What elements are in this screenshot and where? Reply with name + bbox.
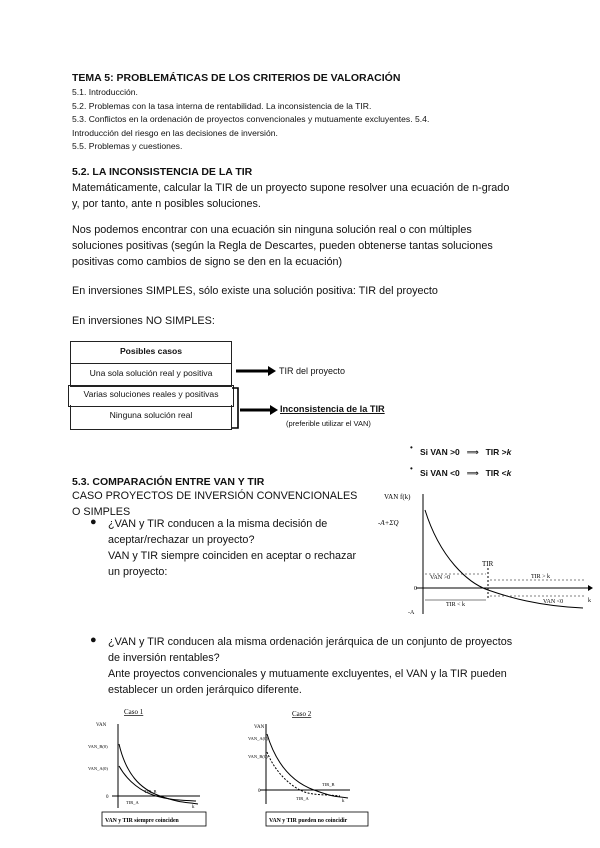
case-title: Caso 1: [124, 708, 144, 716]
bullet-icon: •: [410, 443, 413, 452]
rule-text: TIR <: [485, 468, 507, 478]
section-52-heading: 5.2. LA INCONSISTENCIA DE LA TIR: [72, 166, 253, 178]
bullet-1: [108, 516, 378, 580]
table-cell: Ninguna solución real: [109, 410, 193, 420]
bracket-icon: [232, 388, 238, 428]
result-note: (preferible utilizar el VAN): [286, 419, 371, 428]
tir-b-label: TIR_B: [322, 782, 335, 787]
section-52-paragraph-4: En inversiones NO SIMPLES:: [72, 315, 215, 327]
document-title: TEMA 5: PROBLEMÁTICAS DE LOS CRITERIOS DE VALORACIÓN: [72, 72, 401, 84]
rule-k: k: [506, 447, 512, 457]
van-tir-graph: [378, 488, 596, 620]
bullet-icon: ●: [90, 634, 97, 646]
table-of-contents: [72, 86, 542, 154]
text-line: CASO PROYECTOS DE INVERSIÓN CONVENCIONALES: [72, 490, 358, 502]
neg-a-label: -A: [408, 610, 415, 616]
van-positive-label: VAN >0: [430, 575, 451, 581]
van-b-label: VAN_B(0): [248, 754, 268, 759]
curve-a: [267, 734, 348, 798]
text-line: ¿VAN y TIR conducen a la misma decisión de: [108, 518, 328, 530]
text-line: Nos podemos encontrar con una ecuación sin ninguna solución real o con múltiples: [72, 224, 472, 236]
case-caption: VAN y TIR pueden no coincidir: [269, 818, 348, 824]
text-line: de inversión rentables?: [108, 652, 220, 664]
toc-item: 5.1. Introducción.: [72, 87, 138, 97]
toc-item: 5.3. Conflictos en la ordenación de proyectos convencionales y mutuamente excluyentes. 5.4.: [72, 114, 430, 124]
section-53-heading: 5.3. COMPARACIÓN ENTRE VAN Y TIR: [72, 476, 265, 488]
table-cell: Una sola solución real y positiva: [89, 368, 213, 378]
rule-text: Si VAN <0: [420, 468, 460, 478]
origin-label: 0: [414, 586, 417, 592]
cases-table-row-3: [70, 405, 232, 430]
curve-b: [119, 744, 198, 804]
y-axis-label: VAN: [254, 725, 265, 730]
toc-item: 5.5. Problemas y cuestiones.: [72, 141, 183, 151]
section-52-paragraph-2: [72, 222, 542, 270]
van-a-label: VAN_A(0): [248, 736, 268, 741]
van-a-label: VAN_A(0): [88, 766, 108, 771]
van-b-label: VAN_B(0): [88, 744, 108, 749]
cases-table-header: [70, 341, 232, 364]
result-inconsistencia: Inconsistencia de la TIR: [280, 404, 385, 414]
tir-a-label: TIR_A: [296, 796, 309, 801]
result-tir-del-proyecto: TIR del proyecto: [279, 366, 346, 376]
case-2-graph: [240, 704, 380, 830]
rule-text: Si VAN >0: [420, 447, 460, 457]
tir-b-label: TIR_B: [144, 789, 157, 794]
rule-van-negative: [420, 463, 511, 481]
van-curve: [425, 510, 583, 608]
x-axis-label: k: [588, 598, 591, 604]
bullet-icon: ●: [90, 516, 97, 528]
text-line: Ante proyectos convencionales y mutuamente excluyentes, el VAN y la TIR pueden: [108, 668, 507, 680]
tir-less-label: TIR < k: [446, 602, 466, 608]
van-negative-label: VAN <0: [543, 599, 564, 605]
rule-k: k: [506, 468, 512, 478]
toc-item: Introducción del riesgo en las decisiones de inversión.: [72, 127, 278, 138]
bullet-icon: •: [410, 464, 413, 473]
origin-label: 0: [106, 795, 109, 800]
text-line: O SIMPLES: [72, 506, 131, 518]
implies-icon: ⟹: [464, 447, 482, 457]
implies-icon: ⟹: [464, 468, 482, 478]
bullet-2: [108, 634, 578, 698]
text-line: y, por tanto, ante n posibles soluciones.: [72, 198, 261, 210]
rule-van-positive: [420, 442, 511, 460]
x-axis-label: k: [342, 799, 345, 804]
tir-a-label: TIR_A: [126, 800, 139, 805]
table-header-text: Posibles casos: [119, 346, 183, 356]
arrow-head-icon: [268, 366, 276, 376]
tir-greater-label: TIR > k: [531, 574, 551, 580]
text-line: aceptar/rechazar un proyecto?: [108, 534, 255, 546]
text-line: VAN y TIR siempre coinciden en aceptar o rechazar: [108, 550, 357, 562]
cases-table-row-2: [68, 385, 234, 407]
case-title: Caso 2: [292, 710, 312, 718]
sum-label: -A+ΣQ: [378, 519, 399, 527]
rule-text: TIR >: [485, 447, 507, 457]
y-axis-label: VAN: [96, 723, 107, 728]
case-caption: VAN y TIR siempre coinciden: [105, 818, 179, 824]
case-1-graph: [80, 704, 220, 830]
toc-item: 5.2. Problemas con la tasa interna de rentabilidad. La inconsistencia de la TIR.: [72, 100, 372, 111]
table-cell: Varias soluciones reales y positivas: [83, 389, 219, 399]
section-52-paragraph-3: En inversiones SIMPLES, sólo existe una solución positiva: TIR del proyecto: [72, 285, 438, 297]
text-line: ¿VAN y TIR conducen ala misma ordenación jerárquica de un conjunto de proyectos: [108, 636, 513, 648]
arrow-head-icon: [270, 405, 278, 415]
text-line: positivas como cambios de signo se den en la ecuación): [72, 256, 343, 268]
text-line: soluciones positivas (según la Regla de Descartes, pueden obtenerse tantas soluciones: [72, 240, 493, 252]
origin-label: 0: [258, 789, 261, 794]
arrow-head-icon: [588, 585, 593, 591]
text-line: un proyecto:: [108, 566, 168, 578]
section-52-paragraph-1: [72, 180, 542, 212]
tir-label: TIR: [482, 560, 494, 568]
y-axis-label: VAN f(k): [384, 493, 411, 501]
cases-table-row-1: [70, 363, 232, 387]
text-line: Matemáticamente, calcular la TIR de un proyecto supone resolver una ecuación de n-grado: [72, 182, 510, 194]
text-line: establecer un orden jerárquico diferente.: [108, 684, 302, 696]
x-axis-label: k: [192, 805, 195, 810]
